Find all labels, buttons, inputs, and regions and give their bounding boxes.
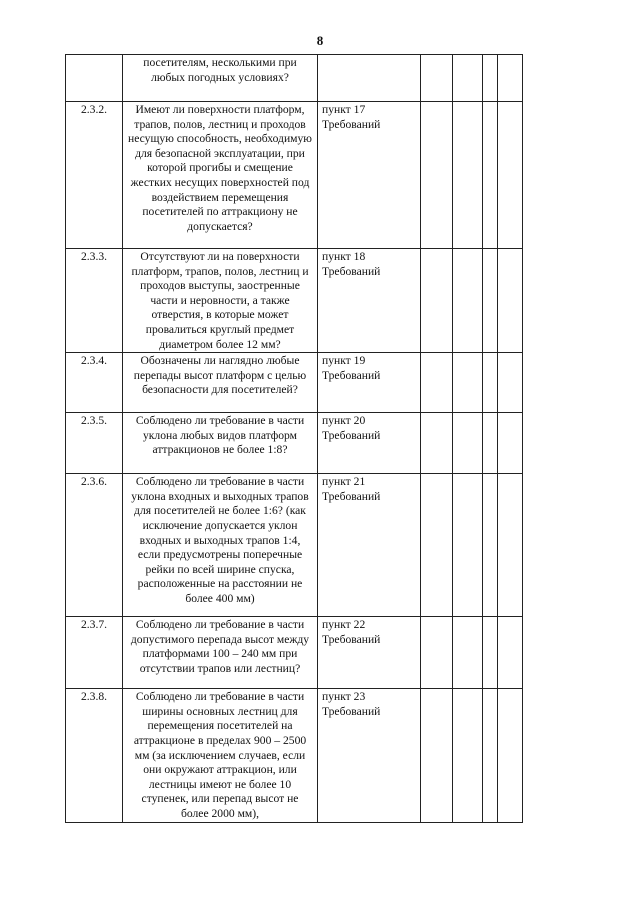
requirement-question: Соблюдено ли требование в части ширины основных лестниц для перемещения посетителей на аттракционе в пределах 900 – 2500 мм (за исключением случаев, если они окружают аттракцион, или лестницы имеют не более 10 ступенек, или перепад высот не более 2000 мм), [123,689,318,823]
answer-na-cell [483,413,498,474]
regulation-reference: пункт 21 Требований [318,474,421,617]
page-number: 8 [316,33,324,48]
table-row [66,413,523,474]
item-number [66,55,123,102]
item-number: 2.3.8. [66,689,123,823]
requirement-question: Обозначены ли наглядно любые перепады высот платформ с целью безопасности для посетителей? [123,353,318,413]
answer-no-cell [453,249,483,353]
answer-na-cell [483,617,498,689]
answer-no-cell [453,102,483,249]
regulation-reference: пункт 23 Требований [318,689,421,823]
answer-yes-cell [421,413,453,474]
requirement-question: Соблюдено ли требование в части уклона любых видов платформ аттракционов не более 1:8? [123,413,318,474]
regulation-reference: пункт 17 Требований [318,102,421,249]
note-cell [498,249,523,353]
answer-na-cell [483,102,498,249]
regulation-reference: пункт 20 Требований [318,413,421,474]
answer-na-cell [483,249,498,353]
table-row [66,102,523,249]
checklist-table [65,54,523,823]
note-cell [498,617,523,689]
answer-yes-cell [421,102,453,249]
answer-yes-cell [421,249,453,353]
table-row [66,617,523,689]
requirement-question: Отсутствуют ли на поверхности платформ, трапов, полов, лестниц и проходов выступы, заостренные части и неровности, а также отверстия, в которые может провалиться круглый предмет диаметром более 12 мм? [123,249,318,353]
item-number: 2.3.5. [66,413,123,474]
answer-no-cell [453,413,483,474]
regulation-reference: пункт 18 Требований [318,249,421,353]
note-cell [498,353,523,413]
answer-no-cell [453,474,483,617]
answer-yes-cell [421,689,453,823]
answer-no-cell [453,55,483,102]
regulation-reference [318,55,421,102]
regulation-reference: пункт 22 Требований [318,617,421,689]
requirement-question: Имеют ли поверхности платформ, трапов, полов, лестниц и проходов несущую способность, необходимую для безопасной эксплуатации, при которой прогибы и смещение жестких несущих поверхностей под воздействием перемещения посетителей по аттракциону не допускается? [123,102,318,249]
answer-na-cell [483,353,498,413]
table-row [66,249,523,353]
item-number: 2.3.7. [66,617,123,689]
answer-na-cell [483,689,498,823]
answer-na-cell [483,474,498,617]
regulation-reference: пункт 19 Требований [318,353,421,413]
table-row [66,689,523,823]
note-cell [498,689,523,823]
answer-yes-cell [421,55,453,102]
item-number: 2.3.4. [66,353,123,413]
answer-no-cell [453,689,483,823]
table-row [66,474,523,617]
requirement-question: Соблюдено ли требование в части допустимого перепада высот между платформами 100 – 240 мм при отсутствии трапов или лестниц? [123,617,318,689]
note-cell [498,474,523,617]
note-cell [498,55,523,102]
answer-na-cell [483,55,498,102]
table-row [66,55,523,102]
answer-yes-cell [421,353,453,413]
item-number: 2.3.2. [66,102,123,249]
answer-yes-cell [421,617,453,689]
item-number: 2.3.6. [66,474,123,617]
note-cell [498,413,523,474]
answer-no-cell [453,617,483,689]
requirement-question: Соблюдено ли требование в части уклона входных и выходных трапов для посетителей не более 1:6? (как исключение допускается уклон входных и выходных трапов 1:4, если предусмотрены поперечные рейки по всей ширине спуска, расположенные на расстоянии не более 400 мм) [123,474,318,617]
item-number: 2.3.3. [66,249,123,353]
answer-yes-cell [421,474,453,617]
note-cell [498,102,523,249]
requirement-question: посетителям, несколькими при любых погодных условиях? [123,55,318,102]
answer-no-cell [453,353,483,413]
table-row [66,353,523,413]
